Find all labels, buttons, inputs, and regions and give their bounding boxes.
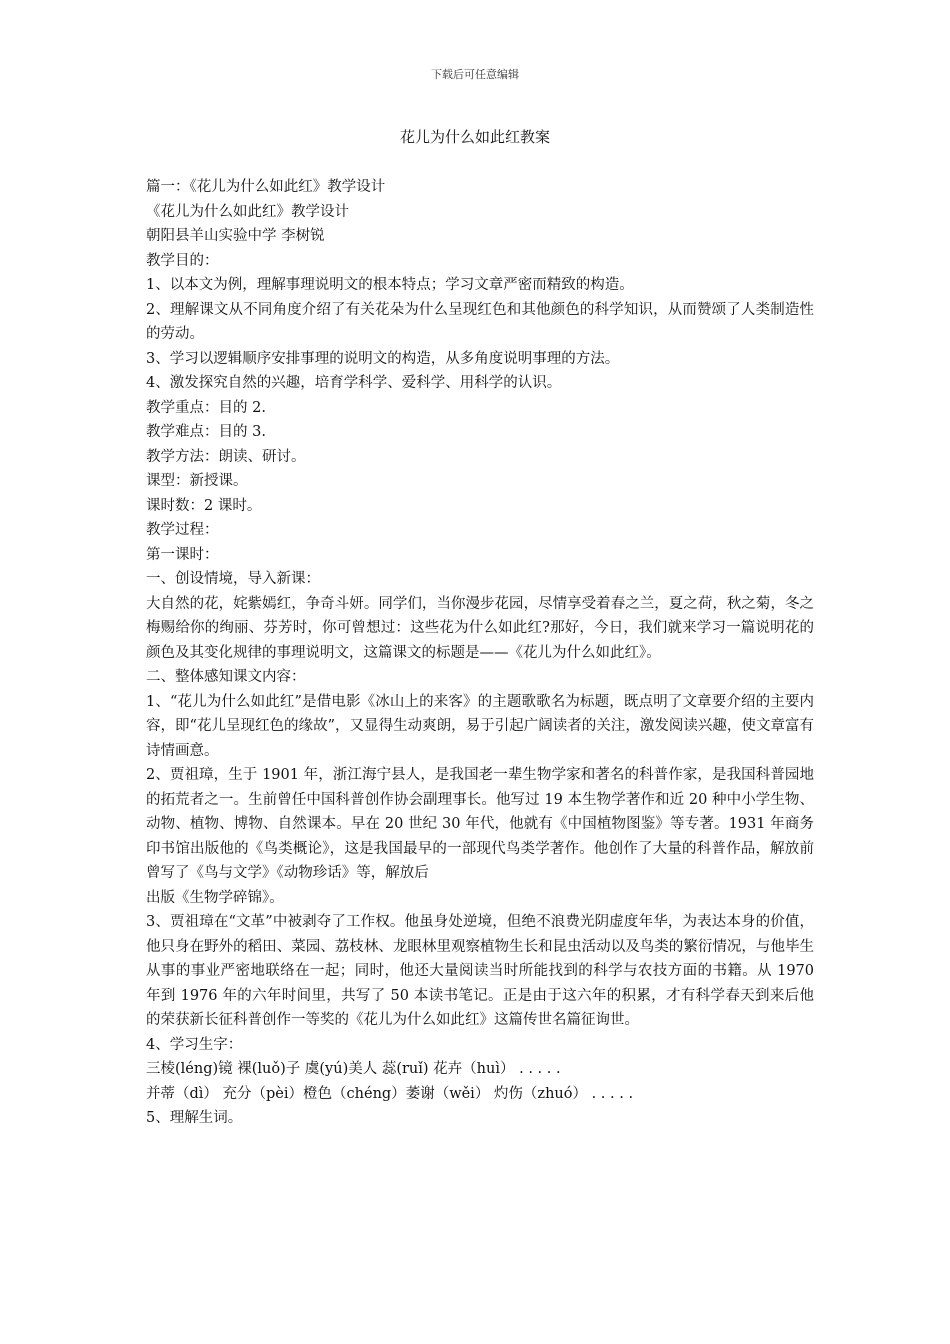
paragraph: 2、理解课文从不同角度介绍了有关花朵为什么呈现红色和其他颜色的科学知识，从而赞颂了人类制造性的劳动。 <box>146 301 814 342</box>
page-header: 下载后可任意编辑 <box>431 68 519 81</box>
paragraph: 朝阳县羊山实验中学 李树锐 <box>146 228 325 244</box>
paragraph: 并蒂（dì） 充分（pèi）橙色（chéng）萎谢（wěi） 灼伤（zhuó） . . . . . <box>146 1085 634 1102</box>
paragraph: 1、“花儿为什么如此红”是借电影《冰山上的来客》的主题歌歌名为标题，既点明了文章要介绍的主要内容，即“花儿呈现红色的缘故”，又显得生动爽朗，易于引起广阔读者的关注，激发阅读兴趣，使文章富有诗情画意。 <box>146 693 814 759</box>
paragraph: 一、创设情境，导入新课： <box>146 571 320 587</box>
paragraph: 教学重点：目的 2. <box>146 399 266 416</box>
paragraph: 课时数：2 课时。 <box>146 497 262 514</box>
paragraph: 大自然的花，姹紫嫣红，争奇斗妍。同学们，当你漫步花园，尽情享受着春之兰，夏之荷，秋之菊，冬之梅赐给你的绚丽、芬芳时，你可曾想过：这些花为什么如此红?那好，今日，我们就来学习一篇说明花的颜色及其变化规律的事理说明文，这篇课文的标题是——《花儿为什么如此红》。 <box>146 595 814 661</box>
paragraph: 出版《生物学碎锦》。 <box>146 889 284 906</box>
paragraph: 教学过程： <box>146 522 219 538</box>
paragraph: 2、贾祖璋，生于 1901 年，浙江海宁县人，是我国老一辈生物学家和著名的科普作家，是我国科普园地的拓荒者之一。生前曾任中国科普创作协会副理事长。他写过 19 本生物学著作和近 20 种中小学生物、动物、植物、博物、自然课本。早在 20 世纪 30 年代，他就有《中国植物图鉴》等专著。1931 年商务印书馆出版他的《鸟类概论》，这是我国最早的一部现代鸟类学著作。他创作了大量的科普作品，解放前曾写了《鸟与文学》《动物珍话》等，解放后 <box>146 767 814 881</box>
paragraph: 三棱(léng)镜 裸(luǒ)子 虞(yú)美人 蕊(ruǐ) 花卉（huì） . . . . . <box>146 1061 561 1077</box>
paragraph: 1、以本文为例，理解事理说明文的根本特点；学习文章严密而精致的构造。 <box>146 277 634 293</box>
paragraph: 4、学习生字： <box>146 1036 243 1053</box>
paragraph: 教学难点：目的 3. <box>146 424 266 440</box>
paragraph: 5、理解生词。 <box>146 1110 243 1126</box>
paragraph: 二、整体感知课文内容： <box>146 669 306 685</box>
paragraph: 3、学习以逻辑顺序安排事理的说明文的构造，从多角度说明事理的方法。 <box>146 350 620 367</box>
paragraph: 《花儿为什么如此红》教学设计 <box>146 203 349 220</box>
paragraph: 教学方法：朗读、研讨。 <box>146 448 306 465</box>
document-body <box>146 175 814 1131</box>
paragraph: 4、激发探究自然的兴趣，培育学科学、爱科学、用科学的认识。 <box>146 375 562 391</box>
paragraph: 第一课时： <box>146 546 219 563</box>
document-title: 花儿为什么如此红教案 <box>399 128 550 146</box>
paragraph: 3、贾祖璋在“文革”中被剥夺了工作权。他虽身处逆境，但绝不浪费光阴虚度年华，为表达本身的价值，他只身在野外的稻田、菜园、荔枝林、龙眼林里观察植物生长和昆虫活动以及鸟类的繁衍情况，与他毕生从事的事业严密地联络在一起；同时，他还大量阅读当时所能找到的科学与农技方面的书籍。从 1970 年到 1976 年的六年时间里，共写了 50 本读书笔记。正是由于这六年的积累，才有科学春天到来后他的荣获新长征科普创作一等奖的《花儿为什么如此红》这篇传世名篇征询世。 <box>146 914 814 1028</box>
paragraph: 篇一：《花儿为什么如此红》教学设计 <box>146 179 386 195</box>
paragraph: 教学目的： <box>146 252 219 269</box>
paragraph: 课型：新授课。 <box>146 473 248 489</box>
